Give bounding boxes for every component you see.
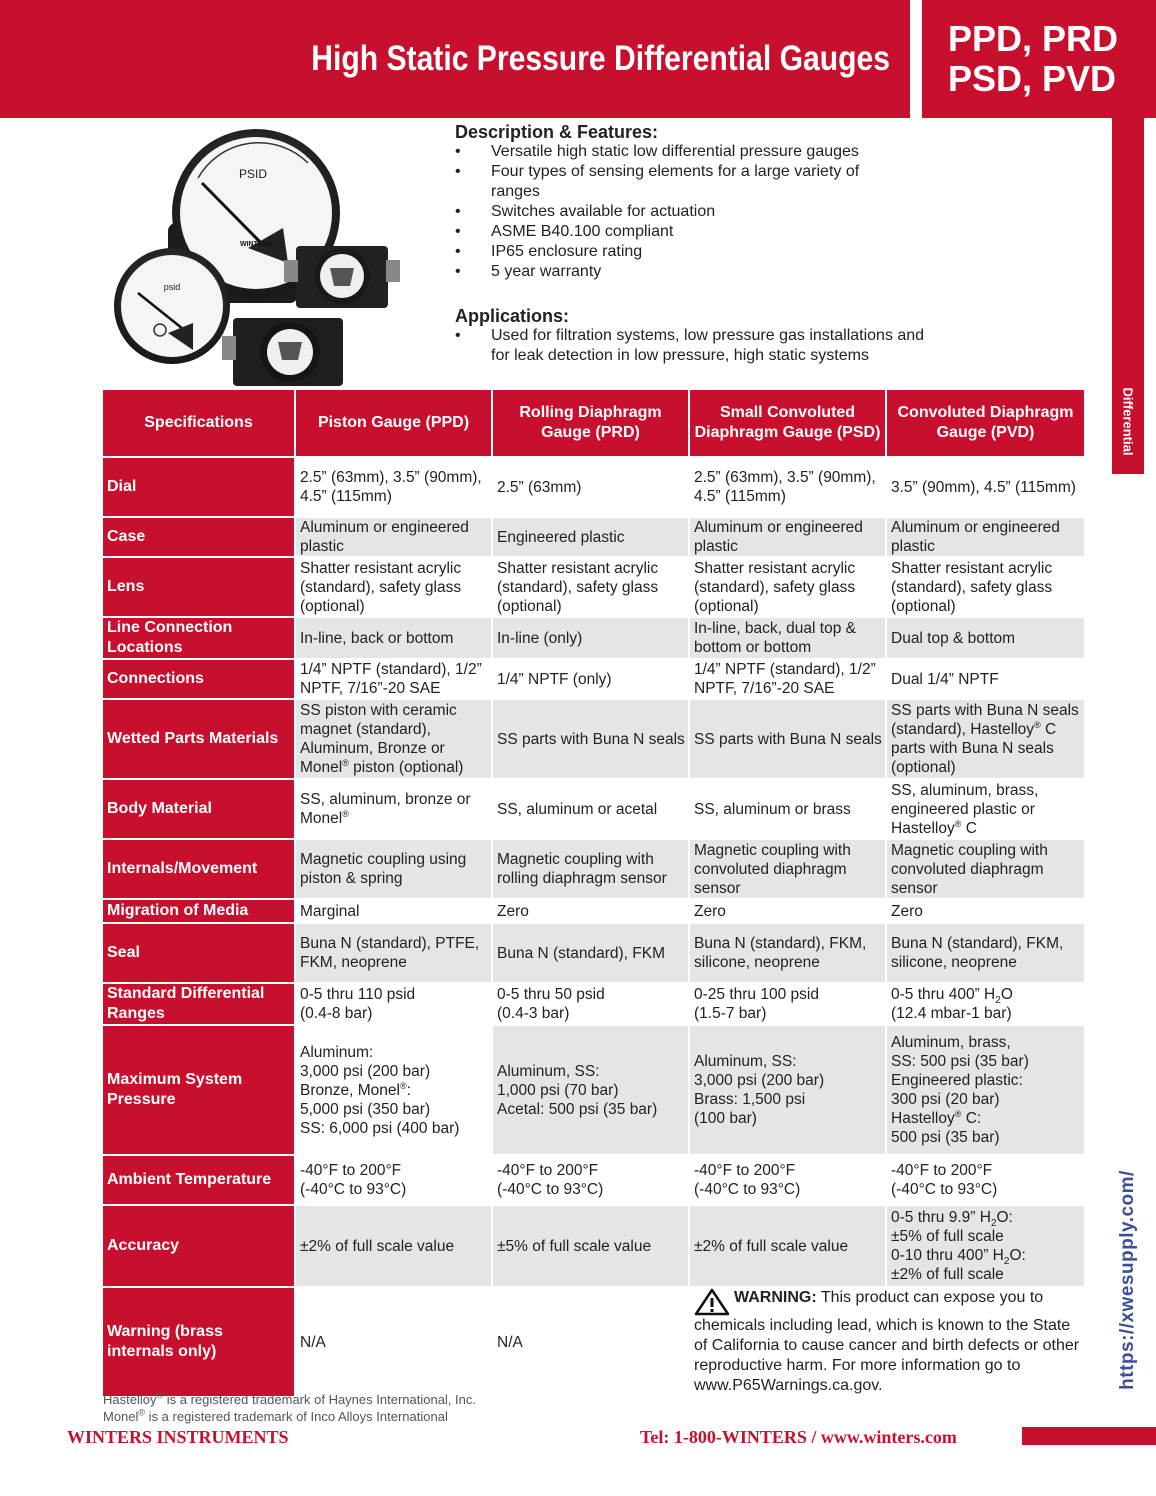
application-item: • Used for filtration systems, low pressure gas installations and for leak detection in low pressure, high static systems — [455, 326, 925, 366]
feature-item: • IP65 enclosure rating — [455, 242, 925, 262]
table-cell: Aluminum: 3,000 psi (200 bar) Bronze, Monel®: 5,000 psi (350 bar) SS: 6,000 psi (400 bar) — [295, 1025, 492, 1155]
column-header-prd: Rolling Diaphragm Gauge (PRD) — [492, 390, 689, 457]
table-cell: -40°F to 200°F (-40°C to 93°C) — [886, 1155, 1084, 1205]
row-header: Accuracy — [103, 1205, 295, 1287]
table-cell: 0-25 thru 100 psid (1.5-7 bar) — [689, 983, 886, 1025]
table-cell: Aluminum or engineered plastic — [295, 517, 492, 557]
table-cell: Magnetic coupling with convoluted diaphragm sensor — [886, 839, 1084, 899]
table-cell: N/A — [492, 1287, 689, 1396]
footer-accent-bar — [1022, 1427, 1156, 1445]
table-cell: SS, aluminum or brass — [689, 779, 886, 839]
table-cell: Buna N (standard), PTFE, FKM, neoprene — [295, 923, 492, 983]
trademark-note: Monel® is a registered trademark of Inco Alloys International — [103, 1407, 448, 1424]
table-cell: 0-5 thru 50 psid (0.4-3 bar) — [492, 983, 689, 1025]
table-cell: Shatter resistant acrylic (standard), safety glass (optional) — [492, 557, 689, 617]
section-side-tab-label: Differential — [1120, 387, 1136, 455]
features-list — [455, 142, 925, 282]
table-cell: -40°F to 200°F (-40°C to 93°C) — [689, 1155, 886, 1205]
table-cell: Aluminum, brass, SS: 500 psi (35 bar) Engineered plastic: 300 psi (20 bar) Hastelloy® C: 500 psi (35 bar) — [886, 1025, 1084, 1155]
table-row — [103, 1025, 1084, 1155]
table-cell: Zero — [886, 899, 1084, 923]
table-cell: Dual top & bottom — [886, 617, 1084, 659]
column-header-specifications: Specifications — [103, 390, 295, 457]
table-cell: Zero — [492, 899, 689, 923]
table-cell: Buna N (standard), FKM, silicone, neoprene — [689, 923, 886, 983]
row-header: Maximum System Pressure — [103, 1025, 295, 1155]
row-header: Internals/Movement — [103, 839, 295, 899]
table-cell: Shatter resistant acrylic (standard), safety glass (optional) — [886, 557, 1084, 617]
row-header: Connections — [103, 659, 295, 699]
footer-contact[interactable]: Tel: 1-800-WINTERS / www.winters.com — [640, 1427, 957, 1447]
table-cell: Aluminum, SS: 1,000 psi (70 bar) Acetal: 500 psi (35 bar) — [492, 1025, 689, 1155]
gauge-product-image — [98, 128, 448, 388]
table-cell: SS parts with Buna N seals — [492, 699, 689, 779]
table-cell: -40°F to 200°F (-40°C to 93°C) — [492, 1155, 689, 1205]
table-cell: In-line (only) — [492, 617, 689, 659]
gauge-small-unit-label: psid — [163, 282, 181, 292]
table-row — [103, 699, 1084, 779]
table-row — [103, 923, 1084, 983]
table-cell: Aluminum or engineered plastic — [886, 517, 1084, 557]
table-row — [103, 779, 1084, 839]
table-cell: Dual 1/4” NPTF — [886, 659, 1084, 699]
side-url[interactable]: https://xwesupply.com/ — [1117, 1170, 1138, 1390]
feature-item: • 5 year warranty — [455, 262, 925, 282]
table-cell: 2.5” (63mm) — [492, 457, 689, 517]
table-cell: 2.5” (63mm), 3.5” (90mm), 4.5” (115mm) — [689, 457, 886, 517]
table-cell: Aluminum or engineered plastic — [689, 517, 886, 557]
feature-item: • Versatile high static low differential pressure gauges — [455, 142, 925, 162]
table-cell: SS parts with Buna N seals — [689, 699, 886, 779]
footer-company: WINTERS INSTRUMENTS — [67, 1427, 289, 1447]
row-header: Seal — [103, 923, 295, 983]
table-cell: SS, aluminum or acetal — [492, 779, 689, 839]
table-cell: Aluminum, SS: 3,000 psi (200 bar) Brass: 1,500 psi (100 bar) — [689, 1025, 886, 1155]
table-row — [103, 1205, 1084, 1287]
row-header: Body Material — [103, 779, 295, 839]
gauge-small-dial — [121, 255, 223, 357]
table-cell: SS, aluminum, brass, engineered plastic or Hastelloy® C — [886, 779, 1084, 839]
feature-item: • Four types of sensing elements for a large variety of ranges — [455, 162, 871, 202]
table-cell: N/A — [295, 1287, 492, 1396]
row-header: Warning (brass internals only) — [103, 1287, 295, 1396]
model-codes-line-1: PPD, PRD — [948, 18, 1119, 59]
table-cell: Buna N (standard), FKM — [492, 923, 689, 983]
table-cell: In-line, back or bottom — [295, 617, 492, 659]
table-cell: Buna N (standard), FKM, silicone, neoprene — [886, 923, 1084, 983]
spec-table — [103, 390, 1084, 1396]
table-row — [103, 983, 1084, 1025]
table-cell: Marginal — [295, 899, 492, 923]
model-codes — [922, 0, 1156, 118]
feature-item: • ASME B40.100 compliant — [455, 222, 925, 242]
table-cell: 1/4” NPTF (standard), 1/2” NPTF, 7/16”-20 SAE — [689, 659, 886, 699]
warning-triangle-icon — [694, 1288, 730, 1316]
table-row — [103, 659, 1084, 699]
row-header: Dial — [103, 457, 295, 517]
table-cell: In-line, back, dual top & bottom or bottom — [689, 617, 886, 659]
prop65-warning: WARNING: This product can expose you to chemicals including lead, which is known to the State of California to cause cancer and birth defects or other reproductive harm. For more information go to www.P65Warnings.ca.gov. — [689, 1287, 1084, 1396]
feature-item: • Switches available for actuation — [455, 202, 925, 222]
applications-heading: Applications: — [455, 306, 570, 326]
table-row — [103, 517, 1084, 557]
table-row — [103, 457, 1084, 517]
table-cell: Magnetic coupling using piston & spring — [295, 839, 492, 899]
table-cell: Zero — [689, 899, 886, 923]
table-cell: Magnetic coupling with convoluted diaphragm sensor — [689, 839, 886, 899]
table-cell: ±2% of full scale value — [689, 1205, 886, 1287]
table-cell: 2.5” (63mm), 3.5” (90mm), 4.5” (115mm) — [295, 457, 492, 517]
table-cell: 0-5 thru 9.9” $H_2O$: ±5% of full scale 0-10 thru 400” $H_2O$: ±2% of full scale — [886, 1205, 1084, 1287]
table-cell: Magnetic coupling with rolling diaphragm sensor — [492, 839, 689, 899]
row-header: Standard Differential Ranges — [103, 983, 295, 1025]
table-cell: 1/4” NPTF (only) — [492, 659, 689, 699]
row-header: Case — [103, 517, 295, 557]
table-cell: SS parts with Buna N seals (standard), Hastelloy® C parts with Buna N seals (optional) — [886, 699, 1084, 779]
row-header: Ambient Temperature — [103, 1155, 295, 1205]
brand-logo-text: WINTERS — [240, 241, 273, 248]
table-cell: SS piston with ceramic magnet (standard), Aluminum, Bronze or Monel® piston (optional) — [295, 699, 492, 779]
trademark-notes — [103, 1391, 476, 1425]
description-heading: Description & Features: — [455, 122, 659, 142]
table-cell: Shatter resistant acrylic (standard), safety glass (optional) — [689, 557, 886, 617]
table-header-row — [103, 390, 1084, 457]
table-row — [103, 839, 1084, 899]
row-header: Line Connection Locations — [103, 617, 295, 659]
table-cell: 0-5 thru 400” $H_2O$ (12.4 mbar-1 bar) — [886, 983, 1084, 1025]
table-cell: 0-5 thru 110 psid (0.4-8 bar) — [295, 983, 492, 1025]
row-header: Lens — [103, 557, 295, 617]
page-title: High Static Pressure Differential Gauges — [311, 39, 890, 78]
description-section — [455, 122, 925, 366]
table-row — [103, 557, 1084, 617]
table-row — [103, 899, 1084, 923]
table-cell: ±2% of full scale value — [295, 1205, 492, 1287]
trademark-note: Hastelloy® is a registered trademark of Haynes International, Inc. — [103, 1390, 476, 1407]
table-cell: Shatter resistant acrylic (standard), safety glass (optional) — [295, 557, 492, 617]
table-row — [103, 1287, 1084, 1396]
table-cell: 1/4” NPTF (standard), 1/2” NPTF, 7/16”-20 SAE — [295, 659, 492, 699]
table-row — [103, 1155, 1084, 1205]
column-header-psd: Small Convoluted Diaphragm Gauge (PSD) — [689, 390, 886, 457]
column-header-pvd: Convoluted Diaphragm Gauge (PVD) — [886, 390, 1084, 457]
gauge-large-unit-label: PSID — [238, 167, 268, 181]
column-header-ppd: Piston Gauge (PPD) — [295, 390, 492, 457]
row-header: Wetted Parts Materials — [103, 699, 295, 779]
table-row — [103, 617, 1084, 659]
table-cell: ±5% of full scale value — [492, 1205, 689, 1287]
table-cell: SS, aluminum, bronze or Monel® — [295, 779, 492, 839]
model-codes-line-2: PSD, PVD — [948, 58, 1117, 99]
table-cell: -40°F to 200°F (-40°C to 93°C) — [295, 1155, 492, 1205]
applications-list — [455, 326, 925, 366]
row-header: Migration of Media — [103, 899, 295, 923]
table-cell: 3.5” (90mm), 4.5” (115mm) — [886, 457, 1084, 517]
table-cell: Engineered plastic — [492, 517, 689, 557]
